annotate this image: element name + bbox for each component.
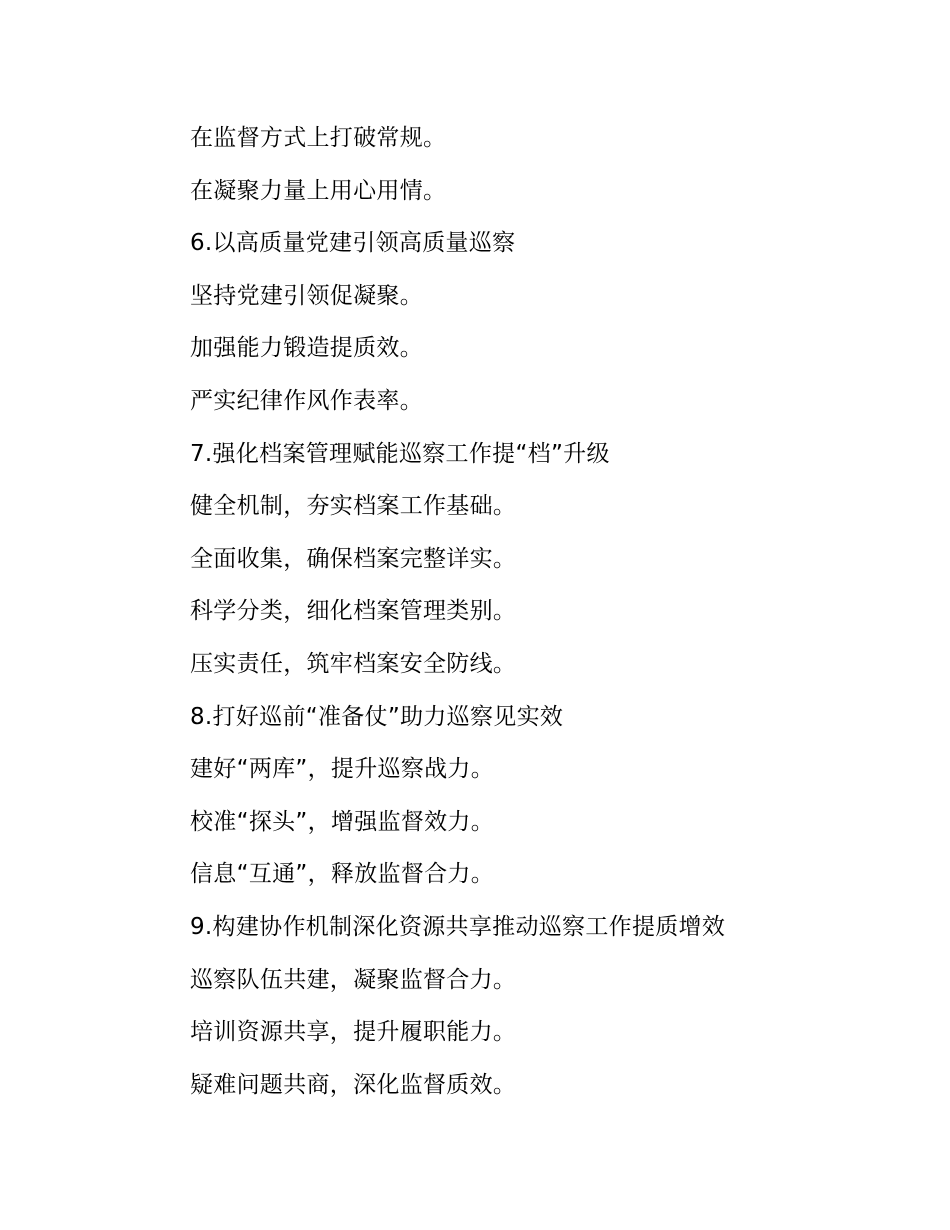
body-line: 信息“互通”，释放监督合力。 bbox=[190, 861, 495, 888]
section-heading-8: 8.打好巡前“准备仗”助力巡察见实效 bbox=[190, 703, 564, 730]
section-heading-9: 9.构建协作机制深化资源共享推动巡察工作提质增效 bbox=[190, 913, 726, 940]
body-line: 加强能力锻造提质效。 bbox=[190, 335, 423, 362]
body-line: 压实责任，筑牢档案安全防线。 bbox=[190, 650, 517, 677]
body-line: 全面收集，确保档案完整详实。 bbox=[190, 545, 517, 572]
body-line: 建好“两库”，提升巡察战力。 bbox=[190, 756, 495, 783]
body-line: 科学分类，细化档案管理类别。 bbox=[190, 598, 517, 625]
body-line: 培训资源共享，提升履职能力。 bbox=[190, 1019, 517, 1046]
body-line: 在监督方式上打破常规。 bbox=[190, 125, 447, 151]
body-line: 健全机制，夯实档案工作基础。 bbox=[190, 493, 517, 520]
body-line: 校准“探头”，增强监督效力。 bbox=[190, 808, 495, 835]
body-line: 坚持党建引领促凝聚。 bbox=[190, 282, 423, 309]
body-line: 疑难问题共商，深化监督质效。 bbox=[190, 1071, 517, 1098]
body-line: 巡察队伍共建，凝聚监督合力。 bbox=[190, 966, 517, 993]
body-line: 在凝聚力量上用心用情。 bbox=[190, 177, 447, 204]
body-line: 严实纪律作风作表率。 bbox=[190, 387, 423, 414]
section-heading-6: 6.以高质量党建引领高质量巡察 bbox=[190, 230, 516, 257]
document-body bbox=[190, 112, 890, 1111]
section-heading-7: 7.强化档案管理赋能巡察工作提“档”升级 bbox=[190, 440, 610, 467]
